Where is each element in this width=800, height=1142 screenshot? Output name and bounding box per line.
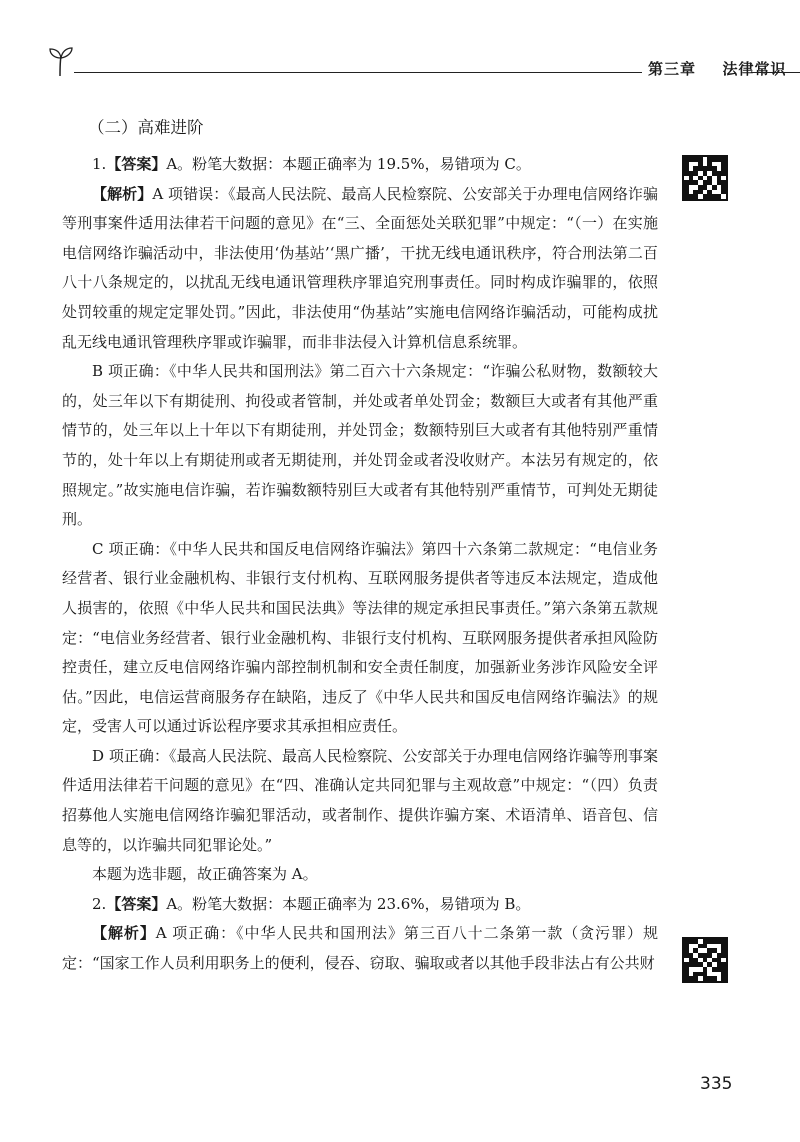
answer-tag: 【答案】: [106, 894, 167, 913]
answer-content: [62, 150, 658, 979]
answer-text: A。粉笔大数据：本题正确率为 23.6%，易错项为 B。: [166, 894, 531, 913]
qr-code-icon[interactable]: [682, 937, 728, 983]
question-1-analysis-d: D 项正确：《最高人民法院、最高人民检察院、公安部关于办理电信网络诈骗等刑事案件适用法律若干问题的意见》在“四、准确认定共同犯罪与主观故意”中规定：“（四）负责招募他人实施电信网络诈骗犯罪活动，或者制作、提供诈骗方案、术语清单、语音包、信息等的，以诈骗共同犯罪论处。”: [62, 746, 658, 854]
analysis-text: A 项错误：《最高人民法院、最高人民检察院、公安部关于办理电信网络诈骗等刑事案件适用法律若干问题的意见》在“三、全面惩处关联犯罪”中规定：“（一）在实施电信网络诈骗活动中，非法使用‘伪基站’‘黑广播’，干扰无线电通讯秩序，符合刑法第二百八十八条规定的，以扰乱无线电通讯管理秩序罪追究刑事责任。同时构成诈骗罪的，依照处罚较重的规定定罪处罚。”因此，非法使用“伪基站”实施电信网络诈骗活动，可能构成扰乱无线电通讯管理秩序罪或诈骗罪，而非非法侵入计算机信息系统罪。: [62, 184, 658, 351]
analysis-tag: 【解析】: [92, 924, 156, 943]
question-1-analysis-b: B 项正确：《中华人民共和国刑法》第二百六十六条规定：“诈骗公私财物，数额较大的，处三年以下有期徒刑、拘役或者管制，并处或者单处罚金；数额巨大或者有其他严重情节的，处三年以上十年以下有期徒刑，并处罚金；数额特别巨大或者有其他特别严重情节的，处十年以上有期徒刑或者无期徒刑，并处罚金或者没收财产。本法另有规定的，依照规定。”故实施电信诈骗，若诈骗数额特别巨大或者有其他特别严重情节，可判处无期徒刑。: [62, 362, 658, 529]
chapter-title: 法律常识: [722, 60, 787, 78]
question-2-analysis-a: [62, 919, 658, 978]
header-rule-left: [74, 72, 642, 73]
analysis-tag: 【解析】: [92, 184, 153, 203]
analysis-text: A 项正确：《中华人民共和国刑法》第三百八十二条第一款（贪污罪）规定：“国家工作人员利用职务上的便利，侵吞、窃取、骗取或者以其他手段非法占有公共财: [62, 924, 658, 973]
question-number: 1.: [92, 155, 107, 173]
header-rule-right: [752, 72, 800, 73]
question-number: 2.: [92, 894, 107, 913]
chapter-label: [648, 58, 787, 79]
answer-tag: 【答案】: [106, 155, 167, 173]
sprout-icon: [48, 46, 74, 78]
qr-code-icon[interactable]: [682, 155, 728, 201]
running-header: [48, 44, 800, 84]
section-title: （二）高难进阶: [88, 118, 204, 137]
chapter-number: 第三章: [648, 60, 697, 78]
page-number: 335: [700, 1074, 733, 1094]
question-1-analysis-c: C 项正确：《中华人民共和国反电信网络诈骗法》第四十六条第二款规定：“电信业务经营者、银行业金融机构、非银行支付机构、互联网服务提供者等违反本法规定，造成他人损害的，依照《中华人民共和国民法典》等法律的规定承担民事责任。”第六条第五款规定：“电信业务经营者、银行业金融机构、非银行支付机构、互联网服务提供者承担风险防控责任，建立反电信网络诈骗内部控制机制和安全责任制度，加强新业务涉诈风险安全评估。”因此，电信运营商服务存在缺陷，违反了《中华人民共和国反电信网络诈骗法》的规定，受害人可以通过诉讼程序要求其承担相应责任。: [62, 539, 658, 736]
answer-text: A。粉笔大数据：本题正确率为 19.5%，易错项为 C。: [166, 155, 531, 173]
question-1-conclusion: 本题为选非题，故正确答案为 A。: [92, 865, 318, 884]
question-1-analysis-a: [62, 180, 658, 358]
question-1-answer: [62, 150, 658, 180]
question-2-answer: [62, 890, 658, 920]
